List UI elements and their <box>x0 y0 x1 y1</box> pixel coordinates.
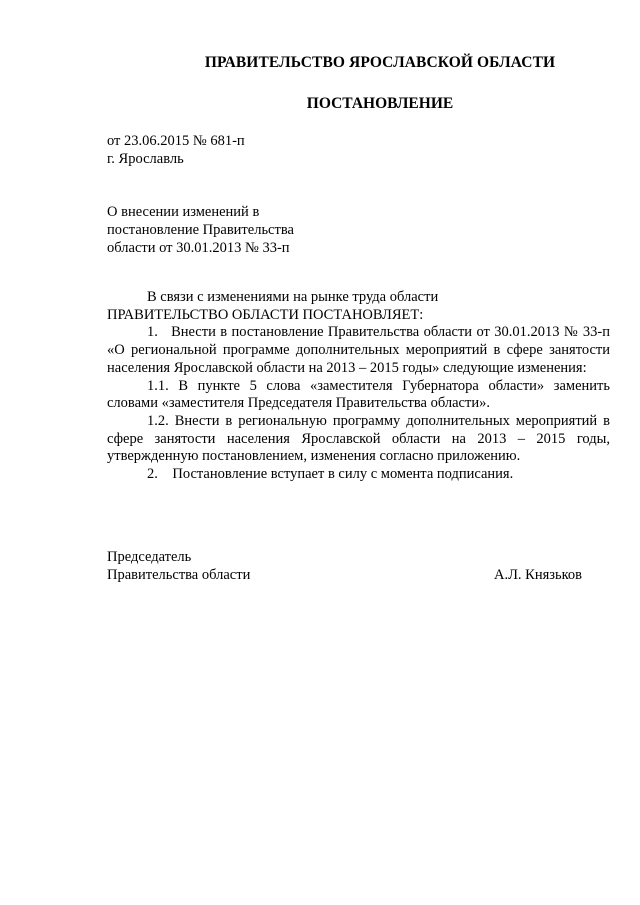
signer-position-line-1: Председатель <box>107 549 192 565</box>
resolves-line: ПРАВИТЕЛЬСТВО ОБЛАСТИ ПОСТАНОВЛЯЕТ: <box>107 306 424 323</box>
document-body <box>107 289 610 484</box>
preamble: В связи с изменениями на рынке труда области <box>147 289 439 305</box>
signer-name: А.Л. Князьков <box>494 567 583 583</box>
subject-line-3: области от 30.01.2013 № 33-п <box>107 240 290 256</box>
item-2: 2. Постановление вступает в силу с момента подписания. <box>147 466 514 483</box>
document-type-title: ПОСТАНОВЛЕНИЕ <box>306 95 454 112</box>
item-1: 1. Внести в постановление Правительства области от 30.01.2013 № 33-п «О региональной программе дополнительных мероприятий в сфере занятости населения Ярославской области на 2013 – 2015 годы» следующие изменения: <box>107 324 610 376</box>
subject-line-2: постановление Правительства <box>107 222 294 238</box>
item-1-1: 1.1. В пункте 5 слова «заместителя Губернатора области» заменить словами «заместителя Председателя Правительства области». <box>107 377 610 412</box>
signer-position-line-2: Правительства области <box>107 567 251 583</box>
government-title: ПРАВИТЕЛЬСТВО ЯРОСЛАВСКОЙ ОБЛАСТИ <box>204 54 556 71</box>
subject-line-1: О внесении изменений в <box>107 204 260 220</box>
city: г. Ярославль <box>107 151 184 167</box>
item-1-2: 1.2. Внести в региональную программу дополнительных мероприятий в сфере занятости населения Ярославской области на 2013 – 2015 годы, утвержденную постановлением, изменения согласно приложению. <box>107 412 610 465</box>
date-number: от 23.06.2015 № 681-п <box>107 133 245 149</box>
